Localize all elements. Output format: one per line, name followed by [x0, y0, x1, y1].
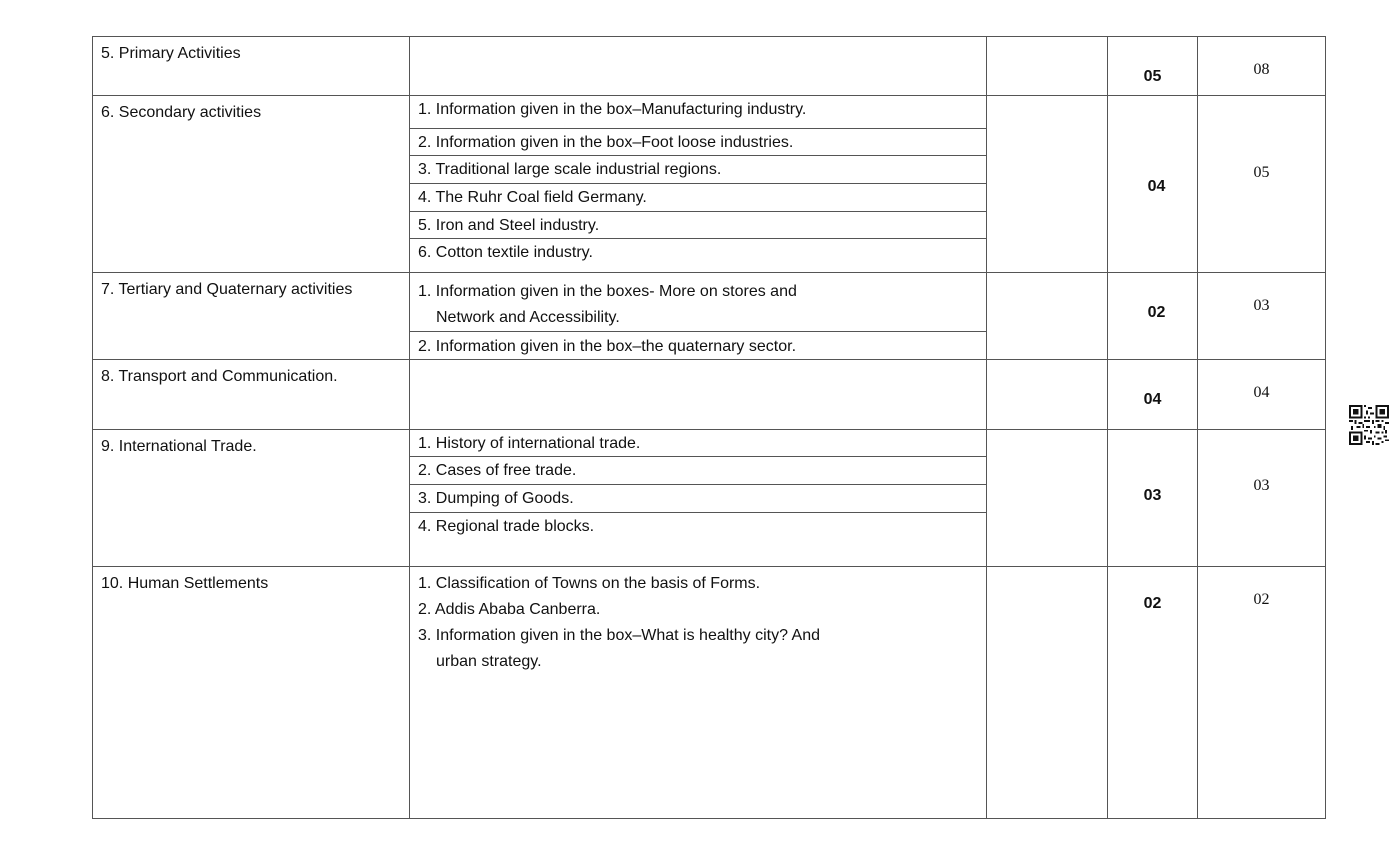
periods-value: 03: [1143, 487, 1162, 504]
chapter-title: 8. Transport and Communication.: [101, 368, 338, 385]
marks-value: 03: [1253, 297, 1270, 314]
empty-cell: [987, 360, 1108, 430]
periods-value: 05: [1143, 68, 1162, 85]
list-item: 6. Cotton textile industry.: [418, 244, 593, 261]
periods-cell: [1108, 430, 1198, 567]
periods-value: 02: [1147, 304, 1166, 321]
marks-value: 08: [1253, 61, 1270, 78]
chapter-cell: [93, 567, 410, 819]
periods-cell: [1108, 37, 1198, 96]
chapter-title: 6. Secondary activities: [101, 104, 262, 121]
periods-value: 02: [1143, 595, 1162, 612]
marks-cell: [1198, 360, 1326, 430]
empty-cell: [987, 273, 1108, 360]
marks-value: 03: [1253, 477, 1270, 494]
table-row: [93, 430, 1326, 567]
periods-value: 04: [1147, 178, 1166, 195]
list-item: 5. Iron and Steel industry.: [410, 212, 986, 239]
topics-cell: [410, 273, 987, 360]
list-item: [410, 273, 986, 332]
topics-cell: [410, 567, 987, 819]
table-row: [93, 37, 1326, 96]
list-item: urban strategy.: [436, 653, 542, 670]
chapter-title: 9. International Trade.: [101, 438, 257, 455]
marks-cell: [1198, 96, 1326, 273]
table-row: [93, 567, 1326, 819]
chapter-title: 5. Primary Activities: [101, 45, 241, 62]
list-item-line: 1. Information given in the boxes- More on stores and: [418, 283, 797, 300]
table-row: [93, 273, 1326, 360]
marks-cell: [1198, 430, 1326, 567]
marks-cell: [1198, 273, 1326, 360]
topics-cell: [410, 96, 987, 273]
list-item: 3. Dumping of Goods.: [410, 485, 986, 513]
list-item: 2. Information given in the box–the quaternary sector.: [418, 338, 797, 355]
list-item: 1. History of international trade.: [410, 430, 986, 457]
list-item: 1. Information given in the box–Manufacturing industry.: [410, 96, 986, 129]
chapter-cell: [93, 37, 410, 96]
syllabus-table: [92, 36, 1326, 819]
list-item: 2. Addis Ababa Canberra.: [418, 601, 601, 618]
chapter-cell: [93, 96, 410, 273]
empty-cell: [987, 37, 1108, 96]
empty-cell: [987, 567, 1108, 819]
topics-cell: [410, 360, 987, 430]
chapter-title: 10. Human Settlements: [101, 575, 269, 592]
list-item-line: Network and Accessibility.: [436, 309, 620, 326]
chapter-cell: [93, 273, 410, 360]
table-row: [93, 96, 1326, 273]
periods-value: 04: [1143, 391, 1162, 408]
chapter-cell: [93, 430, 410, 567]
list-item: 4. The Ruhr Coal field Germany.: [410, 184, 986, 212]
marks-value: 04: [1253, 384, 1270, 401]
list-item: 1. Classification of Towns on the basis of Forms.: [418, 575, 761, 592]
periods-cell: [1108, 567, 1198, 819]
list-item: 2. Cases of free trade.: [410, 457, 986, 485]
chapter-cell: [93, 360, 410, 430]
chapter-title: 7. Tertiary and Quaternary activities: [101, 281, 353, 298]
periods-cell: [1108, 96, 1198, 273]
topics-text: [410, 567, 986, 677]
topics-cell: [410, 430, 987, 567]
periods-cell: [1108, 273, 1198, 360]
list-item: 4. Regional trade blocks.: [418, 518, 595, 535]
marks-value: 02: [1253, 591, 1270, 608]
list-item: 3. Information given in the box–What is healthy city? And: [418, 627, 821, 644]
marks-cell: [1198, 37, 1326, 96]
periods-cell: [1108, 360, 1198, 430]
qr-code-icon: [1349, 405, 1389, 445]
empty-cell: [987, 96, 1108, 273]
topics-cell: [410, 37, 987, 96]
marks-cell: [1198, 567, 1326, 819]
empty-cell: [987, 430, 1108, 567]
list-item: 3. Traditional large scale industrial regions.: [410, 156, 986, 184]
marks-value: 05: [1253, 164, 1270, 181]
list-item: 2. Information given in the box–Foot loose industries.: [410, 129, 986, 156]
table-row: [93, 360, 1326, 430]
